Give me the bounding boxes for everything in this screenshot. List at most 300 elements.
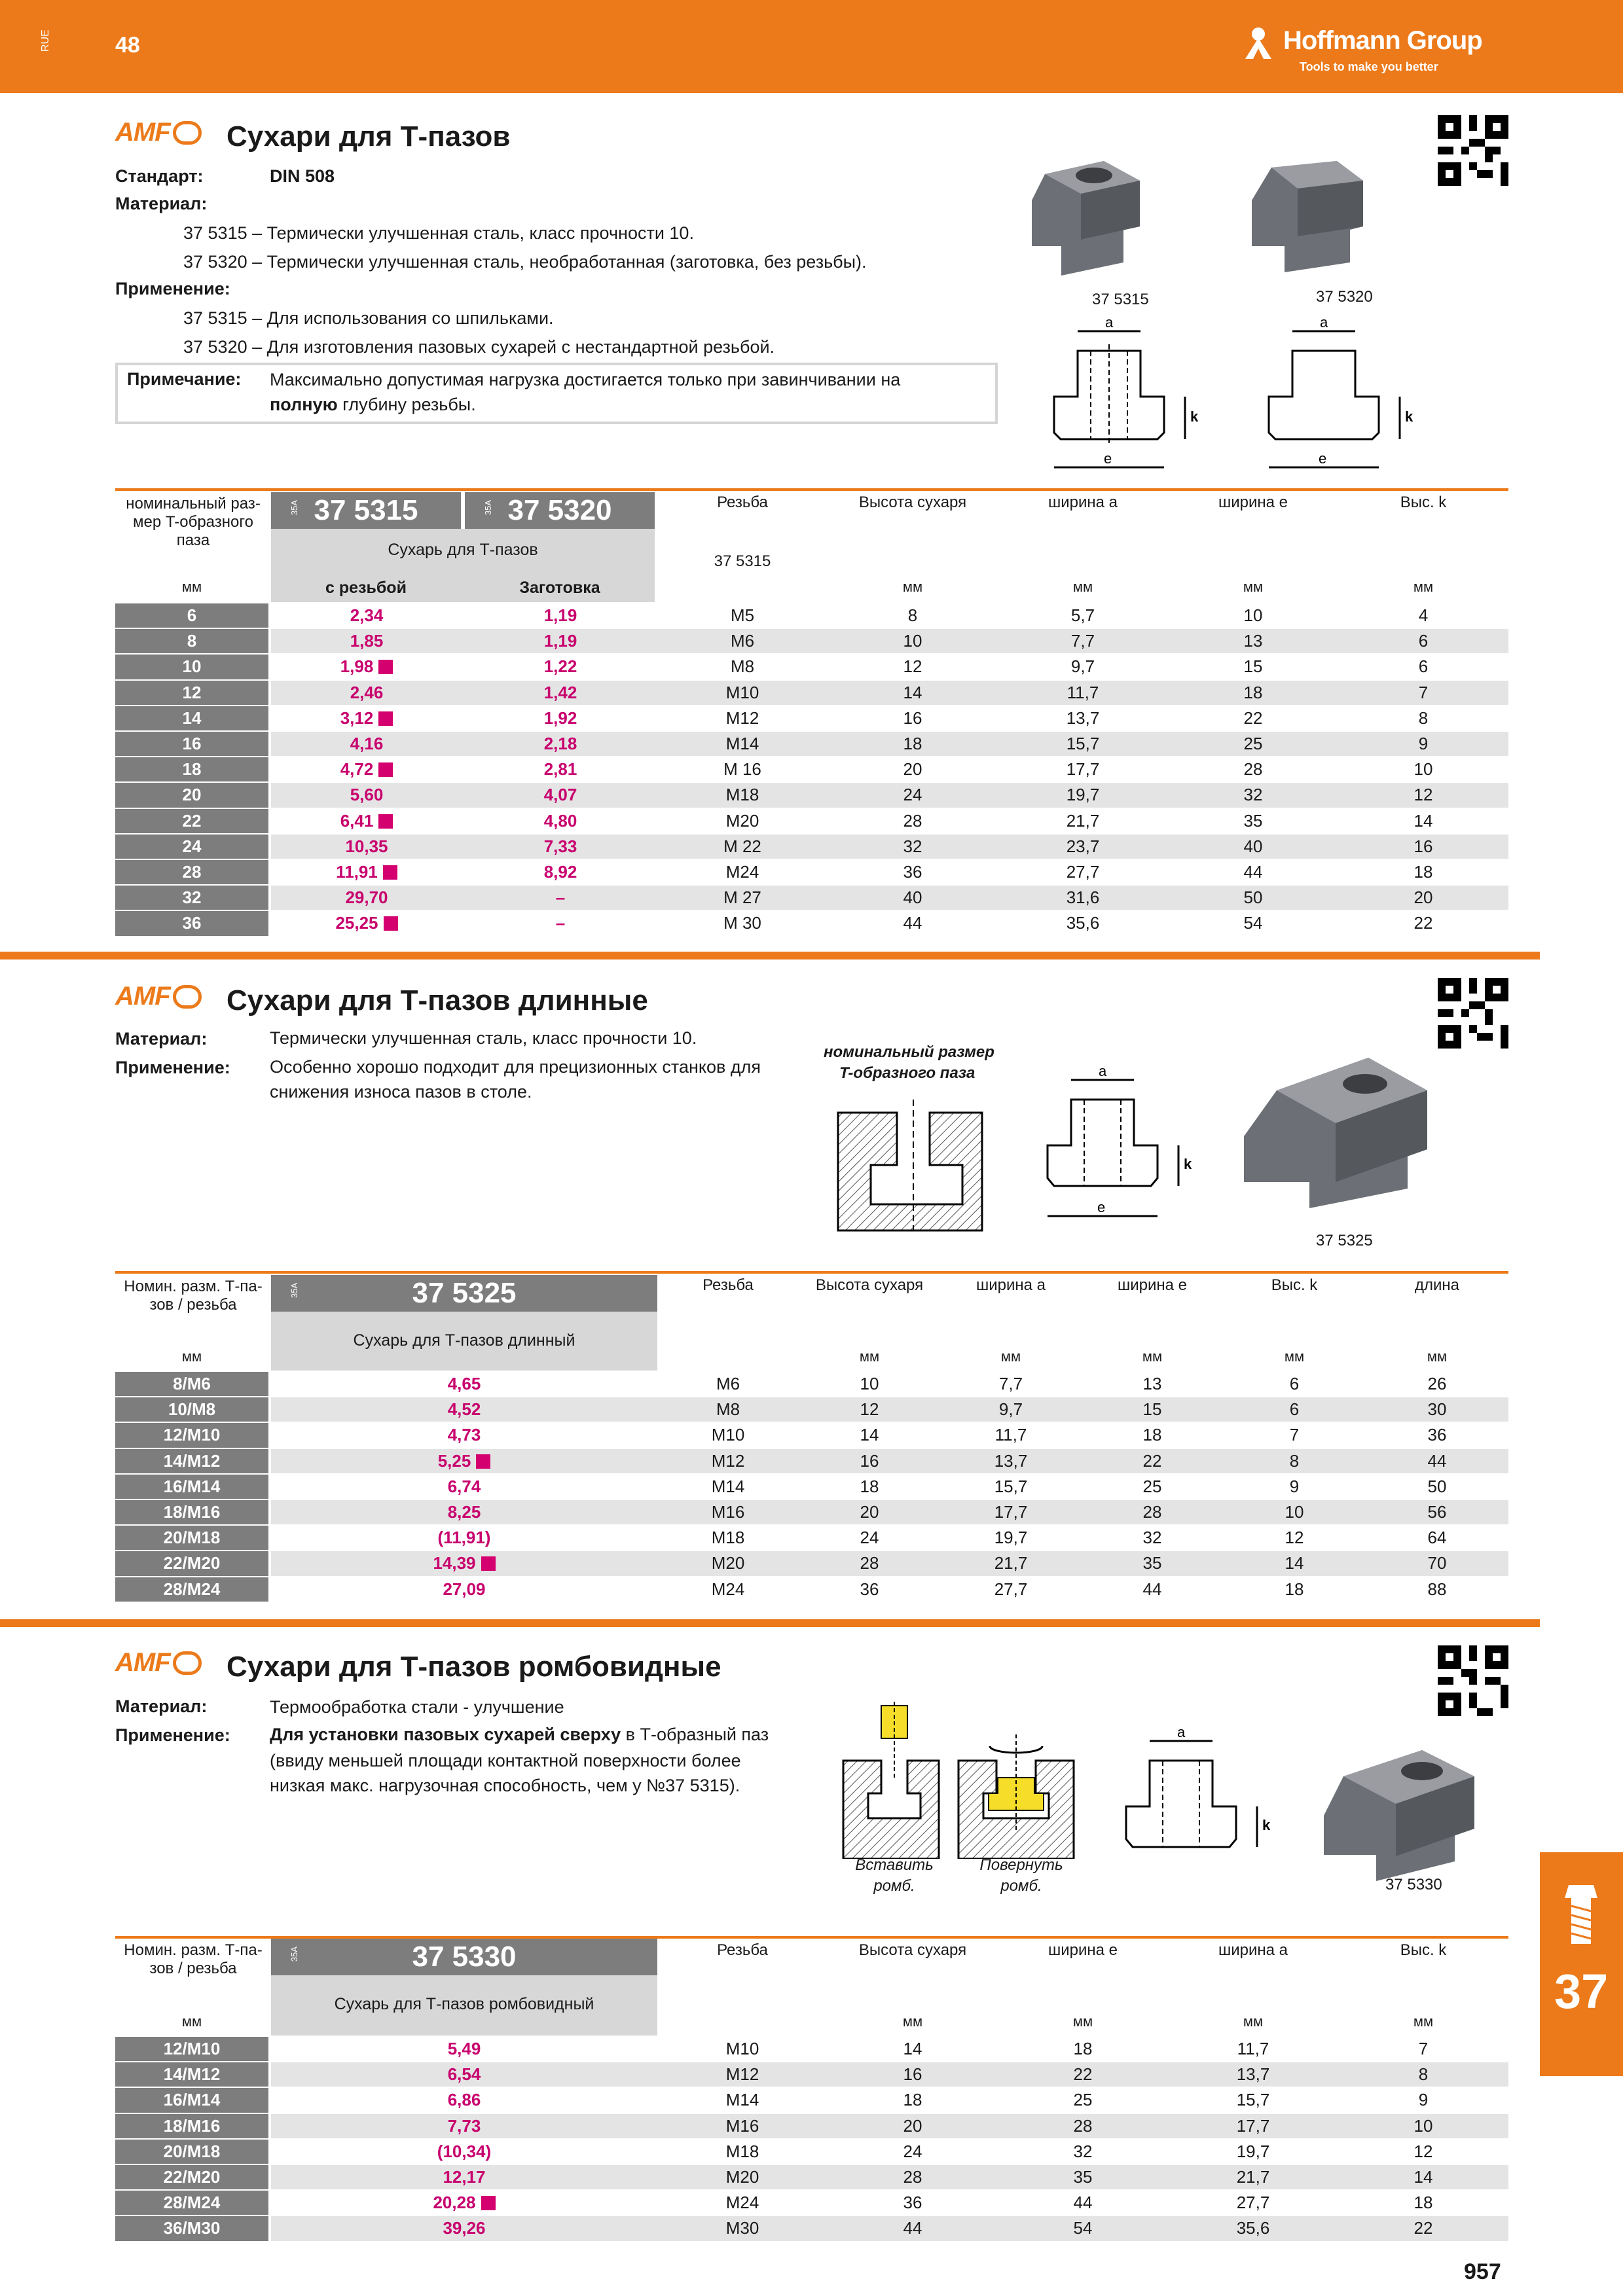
value-cell: 44 xyxy=(1142,1579,1162,1599)
value-cell: 21,7 xyxy=(994,1553,1028,1573)
unit-label: мм xyxy=(859,1348,880,1365)
value-cell: 50 xyxy=(1427,1476,1447,1496)
svg-text:k: k xyxy=(1405,408,1413,425)
table-row xyxy=(0,1475,1623,1500)
col-header-height: Высота сухаря xyxy=(815,1276,924,1294)
price-cell: 4,65 xyxy=(447,1374,481,1393)
row-key: 18 xyxy=(115,757,268,781)
value-cell: 22 xyxy=(1413,913,1433,933)
value-cell: 15,7 xyxy=(994,1476,1028,1496)
standard-value: DIN 508 xyxy=(270,166,335,186)
value-cell: 13 xyxy=(1142,1374,1162,1393)
material-label: Материал: xyxy=(115,194,208,213)
table-row xyxy=(0,2216,1623,2242)
value-cell: 4 xyxy=(1418,605,1429,625)
section-title: Сухари для Т-пазов длинные xyxy=(227,984,648,1016)
value-cell: 32 xyxy=(1142,1528,1162,1548)
value-cell: 7,7 xyxy=(1070,631,1095,651)
stock-marker xyxy=(481,1556,496,1571)
stock-marker xyxy=(378,711,393,726)
col-header-width-e: ширина e xyxy=(1048,1941,1118,1959)
variant-title: Сухарь для Т-пазов длинный xyxy=(353,1331,575,1350)
value-cell: 18 xyxy=(903,734,922,753)
use-label: Применение: xyxy=(115,279,230,298)
diamond-nut-image xyxy=(1317,1744,1481,1888)
stock-marker xyxy=(384,916,398,931)
row-key: 8/M6 xyxy=(115,1372,268,1396)
value-cell: M10 xyxy=(725,2039,759,2058)
value-cell: 22 xyxy=(1243,708,1263,728)
price-cell: 8,92 xyxy=(543,862,577,882)
row-key: 12/M10 xyxy=(115,2037,268,2061)
value-cell: 26 xyxy=(1427,1374,1447,1393)
table-row xyxy=(0,1423,1623,1448)
insert-diamond-drawing xyxy=(842,1702,940,1859)
row-key: 16/M14 xyxy=(115,2088,268,2112)
amf-logo: AMF xyxy=(115,118,202,147)
image-caption: 37 5315 xyxy=(1092,291,1149,308)
variant-title: Сухарь для Т-пазов ромбовидный xyxy=(334,1995,594,2013)
price-cell: 4,73 xyxy=(447,1425,481,1445)
col-header-width-a: ширина a xyxy=(976,1276,1046,1294)
value-cell: M14 xyxy=(725,2090,759,2110)
value-cell: 24 xyxy=(860,1528,879,1548)
value-cell: 70 xyxy=(1427,1553,1447,1573)
value-cell: M24 xyxy=(711,1579,745,1599)
value-cell: M14 xyxy=(725,734,759,753)
value-cell: 54 xyxy=(1073,2218,1093,2238)
value-cell: M 16 xyxy=(723,759,761,780)
stock-marker xyxy=(481,2196,496,2210)
value-cell: 10 xyxy=(1285,1502,1304,1522)
price-cell: 12,17 xyxy=(443,2167,486,2187)
row-key: 20/M18 xyxy=(115,2140,268,2164)
col-header-width-a: ширина a xyxy=(1048,493,1118,511)
value-cell: 50 xyxy=(1243,888,1263,908)
section-title: Сухари для Т-пазов ромбовидные xyxy=(227,1651,721,1683)
value-cell: 15 xyxy=(1142,1399,1162,1420)
unit-label: мм xyxy=(902,579,923,595)
table-row xyxy=(0,603,1623,629)
col-header-width-e: ширина e xyxy=(1218,493,1288,511)
section-divider xyxy=(0,952,1540,960)
unit-label: мм xyxy=(181,2013,202,2030)
material-text: Термически улучшенная сталь, класс прочности 10. xyxy=(270,1028,697,1048)
value-cell: 23,7 xyxy=(1066,836,1100,856)
table-row xyxy=(0,783,1623,808)
footer-page-number: 957 xyxy=(1464,2259,1501,2284)
material-line: 37 5315 – Термически улучшенная сталь, класс прочности 10. xyxy=(183,223,694,243)
value-cell: 36 xyxy=(1427,1425,1447,1445)
value-cell: 5,7 xyxy=(1070,605,1095,625)
value-cell: M8 xyxy=(730,656,755,677)
value-cell: 35,6 xyxy=(1066,913,1100,933)
value-cell: 11,7 xyxy=(1067,682,1099,702)
value-cell: M8 xyxy=(716,1399,740,1420)
value-cell: 35 xyxy=(1142,1553,1162,1573)
value-cell: 25 xyxy=(1142,1476,1162,1496)
note-label: Примечание: xyxy=(127,369,242,389)
col-header-nominal: номинальный раз-мер T-образного паза xyxy=(126,495,261,549)
value-cell: 7 xyxy=(1418,2039,1429,2058)
unit-label: мм xyxy=(1413,2013,1434,2030)
value-cell: M10 xyxy=(725,682,759,702)
price-cell: – xyxy=(555,888,566,908)
standard-label: Стандарт: xyxy=(115,166,204,186)
stock-marker xyxy=(378,660,393,674)
svg-text:e: e xyxy=(1104,450,1112,467)
value-cell: M6 xyxy=(716,1374,740,1393)
stock-marker xyxy=(383,865,397,880)
value-cell: 6 xyxy=(1418,631,1429,651)
rotate-caption: ромб. xyxy=(1000,1877,1042,1895)
table-row xyxy=(0,1577,1623,1603)
row-key: 22 xyxy=(115,809,268,833)
table-row xyxy=(0,2062,1623,2088)
article-number: 35A 37 5325 xyxy=(271,1275,657,1312)
row-key: 14/M12 xyxy=(115,1449,268,1473)
price-cell: 10,35 xyxy=(345,836,388,856)
value-cell: 16 xyxy=(1413,836,1433,856)
value-cell: 15,7 xyxy=(1236,2090,1270,2110)
t-slot-nut-image xyxy=(1025,148,1143,292)
row-key: 8 xyxy=(115,629,268,653)
material-text: Термообработка стали - улучшение xyxy=(270,1697,564,1717)
value-cell: M 30 xyxy=(723,913,761,933)
use-text: (ввиду меньшей площади контактной поверхности более xyxy=(270,1751,741,1770)
table-row xyxy=(0,2165,1623,2191)
value-cell: 27,7 xyxy=(1236,2193,1270,2213)
value-cell: M24 xyxy=(725,862,759,882)
price-cell: 6,86 xyxy=(447,2090,481,2110)
material-label: Материал: xyxy=(115,1029,208,1049)
table-row xyxy=(0,886,1623,911)
language-code: RUE xyxy=(40,29,51,52)
value-cell: 7 xyxy=(1418,682,1429,702)
use-label: Применение: xyxy=(115,1725,230,1745)
price-cell: 4,16 xyxy=(350,734,384,753)
value-cell: 17,7 xyxy=(1066,759,1100,780)
value-cell: 22 xyxy=(1073,2064,1093,2085)
value-cell: 9,7 xyxy=(998,1399,1023,1420)
image-caption: 37 5325 xyxy=(1316,1232,1373,1249)
value-cell: 20 xyxy=(860,1502,879,1522)
value-cell: 36 xyxy=(903,2193,922,2213)
price-cell: 2,34 xyxy=(350,605,384,625)
row-key: 18/M16 xyxy=(115,1500,268,1524)
value-cell: M6 xyxy=(730,631,755,651)
value-cell: M 27 xyxy=(723,888,761,908)
value-cell: M18 xyxy=(711,1528,745,1548)
row-key: 14 xyxy=(115,706,268,730)
table-row xyxy=(0,860,1623,886)
row-key: 36 xyxy=(115,911,268,935)
svg-text:k: k xyxy=(1190,408,1199,425)
price-cell: 1,22 xyxy=(543,656,577,677)
row-key: 20 xyxy=(115,783,268,807)
table-row xyxy=(0,2114,1623,2140)
value-cell: 17,7 xyxy=(994,1502,1028,1522)
value-cell: 9,7 xyxy=(1070,656,1095,677)
table-row xyxy=(0,2191,1623,2216)
use-label: Применение: xyxy=(115,1058,230,1077)
value-cell: M16 xyxy=(711,1502,745,1522)
row-key: 12 xyxy=(115,681,268,705)
value-cell: 21,7 xyxy=(1066,810,1100,831)
chapter-tab[interactable] xyxy=(1540,1852,1623,2076)
value-cell: M16 xyxy=(725,2115,759,2136)
price-cell: 4,72 xyxy=(271,757,462,781)
value-cell: 19,7 xyxy=(1236,2141,1270,2161)
price-cell: 5,60 xyxy=(350,785,384,805)
table-row xyxy=(0,1526,1623,1551)
value-cell: M10 xyxy=(711,1425,745,1445)
price-cell: 4,52 xyxy=(447,1399,481,1420)
value-cell: 44 xyxy=(1243,862,1263,882)
value-cell: 16 xyxy=(903,708,922,728)
qr-code-icon xyxy=(1438,115,1508,186)
brand-tagline: Tools to make you better xyxy=(1300,60,1438,73)
svg-text:e: e xyxy=(1319,450,1327,467)
svg-text:a: a xyxy=(1099,1067,1107,1079)
value-cell: 10 xyxy=(1243,605,1263,625)
value-cell: 7 xyxy=(1289,1425,1300,1445)
table-row xyxy=(0,629,1623,655)
price-cell: 8,25 xyxy=(447,1502,481,1522)
image-caption: 37 5330 xyxy=(1385,1876,1442,1893)
row-key: 28/M24 xyxy=(115,1577,268,1602)
value-cell: 22 xyxy=(1413,2218,1433,2238)
row-key: 28/M24 xyxy=(115,2191,268,2215)
row-key: 22/M20 xyxy=(115,2165,268,2189)
value-cell: 8 xyxy=(1289,1450,1300,1471)
value-cell: 10 xyxy=(903,631,922,651)
table-row xyxy=(0,809,1623,834)
value-cell: 6 xyxy=(1289,1374,1300,1393)
rotate-caption: Повернуть xyxy=(979,1856,1063,1874)
value-cell: 20 xyxy=(903,2115,922,2136)
dimension-drawing-blank xyxy=(1262,318,1432,482)
value-cell: 28 xyxy=(903,2167,922,2187)
value-cell: 10 xyxy=(1413,2115,1433,2136)
unit-label: мм xyxy=(1413,579,1434,595)
material-line: 37 5320 – Термически улучшенная сталь, необработанная (заготовка, без резьбы). xyxy=(183,252,867,272)
value-cell: M20 xyxy=(725,810,759,831)
value-cell: 15,7 xyxy=(1066,734,1100,753)
value-cell: 14 xyxy=(860,1425,879,1445)
price-cell: – xyxy=(555,913,566,933)
svg-text:a: a xyxy=(1105,318,1114,331)
value-cell: 28 xyxy=(903,810,922,831)
value-cell: 14 xyxy=(1413,810,1433,831)
price-cell: 39,26 xyxy=(443,2218,486,2238)
value-cell: 9 xyxy=(1418,2090,1429,2110)
value-cell: 44 xyxy=(1073,2193,1093,2213)
price-cell: 3,12 xyxy=(271,706,462,730)
diagram-label: номинальный размер xyxy=(824,1043,994,1061)
value-cell: 6 xyxy=(1289,1399,1300,1420)
value-cell: 30 xyxy=(1427,1399,1447,1420)
value-cell: 12 xyxy=(903,656,922,677)
value-cell: 54 xyxy=(1243,913,1263,933)
table-row xyxy=(0,1372,1623,1397)
rotate-diamond-drawing xyxy=(957,1734,1075,1859)
table-row xyxy=(0,2140,1623,2165)
value-cell: 6 xyxy=(1418,656,1429,677)
table-row xyxy=(0,2037,1623,2062)
col-header-thread: Резьба xyxy=(702,1276,754,1294)
qr-code-icon xyxy=(1438,978,1508,1049)
value-cell: 18 xyxy=(1285,1579,1304,1599)
value-cell: 14 xyxy=(903,2039,922,2058)
long-t-slot-nut-image xyxy=(1237,1051,1434,1215)
svg-text:k: k xyxy=(1262,1817,1271,1833)
unit-label: мм xyxy=(1243,2013,1264,2030)
t-slot-blank-image xyxy=(1245,148,1370,292)
value-cell: 19,7 xyxy=(994,1528,1028,1548)
value-cell: 32 xyxy=(1073,2141,1093,2161)
price-cell: 20,28 xyxy=(271,2191,657,2215)
value-cell: 18 xyxy=(1413,862,1433,882)
unit-label: мм xyxy=(1072,2013,1093,2030)
price-cell: 5,25 xyxy=(271,1449,657,1473)
value-cell: 21,7 xyxy=(1236,2167,1270,2187)
price-cell: 1,92 xyxy=(543,708,577,728)
table-top-rule xyxy=(115,488,1508,491)
value-cell: 31,6 xyxy=(1066,888,1100,908)
price-cell: 1,98 xyxy=(271,655,462,679)
value-cell: 9 xyxy=(1289,1476,1300,1496)
value-cell: 7,7 xyxy=(998,1374,1023,1393)
dimension-drawing-long xyxy=(1041,1067,1211,1224)
value-cell: M12 xyxy=(711,1450,745,1471)
unit-label: мм xyxy=(1243,579,1264,595)
section-divider xyxy=(0,1619,1540,1627)
value-cell: 40 xyxy=(1243,836,1263,856)
unit-label: мм xyxy=(181,579,202,595)
row-key: 16/M14 xyxy=(115,1475,268,1499)
value-cell: 40 xyxy=(903,888,922,908)
table-row xyxy=(0,1449,1623,1475)
row-key: 32 xyxy=(115,886,268,910)
value-cell: 44 xyxy=(1427,1450,1447,1471)
value-cell: M18 xyxy=(725,2141,759,2161)
value-cell: 13 xyxy=(1243,631,1263,651)
value-cell: M20 xyxy=(711,1553,745,1573)
col-header-nominal: Номин. разм. Т-па-зов / резьба xyxy=(124,1941,263,1977)
article-number: 35A 37 5320 xyxy=(465,492,655,529)
row-key: 36/M30 xyxy=(115,2216,268,2240)
table-row xyxy=(0,2088,1623,2113)
col-header-k: Выс. k xyxy=(1400,1941,1447,1959)
svg-text:k: k xyxy=(1184,1156,1192,1172)
table-row xyxy=(0,655,1623,680)
table-top-rule xyxy=(115,1271,1508,1274)
row-key: 14/M12 xyxy=(115,2062,268,2087)
use-line: 37 5320 – Для изготовления пазовых сухарей с нестандартной резьбой. xyxy=(183,337,775,357)
value-cell: 18 xyxy=(903,2090,922,2110)
price-cell: (10,34) xyxy=(437,2141,492,2161)
price-cell: 4,07 xyxy=(543,785,577,805)
value-cell: 44 xyxy=(903,2218,922,2238)
note-text: Максимально допустимая нагрузка достигается только при завинчивании на xyxy=(270,370,901,389)
price-cell: 5,49 xyxy=(447,2039,481,2058)
row-key: 10/M8 xyxy=(115,1397,268,1422)
unit-label: мм xyxy=(1427,1348,1448,1365)
value-cell: 24 xyxy=(903,785,922,805)
unit-label: мм xyxy=(1072,579,1093,595)
value-cell: 14 xyxy=(1413,2167,1433,2187)
price-cell: 7,73 xyxy=(447,2115,481,2136)
value-cell: 28 xyxy=(1073,2115,1093,2136)
col-header-thread: Резьба xyxy=(717,493,768,511)
value-cell: 8 xyxy=(1418,708,1429,728)
stock-marker xyxy=(378,762,393,777)
table-row xyxy=(0,732,1623,757)
value-cell: 15 xyxy=(1243,656,1263,677)
dimension-drawing-diamond xyxy=(1120,1728,1290,1878)
screw-icon xyxy=(1559,1878,1603,1950)
col-header-length: длина xyxy=(1414,1276,1459,1294)
value-cell: M24 xyxy=(725,2193,759,2213)
row-key: 16 xyxy=(115,732,268,756)
table-row xyxy=(0,706,1623,732)
table-row xyxy=(0,834,1623,860)
stock-marker xyxy=(476,1454,490,1469)
value-cell: 88 xyxy=(1427,1579,1447,1599)
article-number: 35A 37 5315 xyxy=(271,492,461,529)
value-cell: 28 xyxy=(1142,1502,1162,1522)
dimension-drawing-threaded xyxy=(1048,318,1218,482)
table-row xyxy=(0,681,1623,706)
value-cell: 10 xyxy=(1413,759,1433,780)
value-cell: 25 xyxy=(1243,734,1263,753)
use-line: 37 5315 – Для использования со шпильками. xyxy=(183,308,554,328)
value-cell: 19,7 xyxy=(1066,785,1100,805)
price-cell: 14,39 xyxy=(271,1551,657,1575)
value-cell: 12 xyxy=(1285,1528,1304,1548)
value-cell: 27,7 xyxy=(994,1579,1028,1599)
row-key: 22/M20 xyxy=(115,1551,268,1575)
chapter-number: 37 xyxy=(1554,1964,1609,2018)
stock-marker xyxy=(378,814,393,829)
table-row xyxy=(0,911,1623,937)
value-cell: 12 xyxy=(1413,2141,1433,2161)
value-cell: 32 xyxy=(1243,785,1263,805)
value-cell: 12 xyxy=(860,1399,879,1420)
value-cell: 35 xyxy=(1073,2167,1093,2187)
col-header-nominal: Номин. разм. Т-па-зов / резьба xyxy=(124,1278,263,1314)
price-cell: 4,80 xyxy=(543,810,577,831)
value-cell: 20 xyxy=(1413,888,1433,908)
value-cell: 8 xyxy=(1418,2064,1429,2085)
column-label: Заготовка xyxy=(519,579,600,597)
unit-label: мм xyxy=(902,2013,923,2030)
use-text: Для установки пазовых сухарей сверху в Т-образный паз xyxy=(270,1725,769,1744)
value-cell: 18 xyxy=(1073,2039,1093,2058)
row-key: 6 xyxy=(115,603,268,628)
table-row xyxy=(0,1500,1623,1526)
value-cell: 16 xyxy=(903,2064,922,2085)
value-cell: 14 xyxy=(903,682,922,702)
row-key: 28 xyxy=(115,860,268,884)
value-cell: 18 xyxy=(860,1476,879,1496)
value-cell: 44 xyxy=(903,913,922,933)
row-key: 10 xyxy=(115,655,268,679)
value-cell: 17,7 xyxy=(1236,2115,1270,2136)
value-cell: 36 xyxy=(903,862,922,882)
row-key: 20/M18 xyxy=(115,1526,268,1550)
